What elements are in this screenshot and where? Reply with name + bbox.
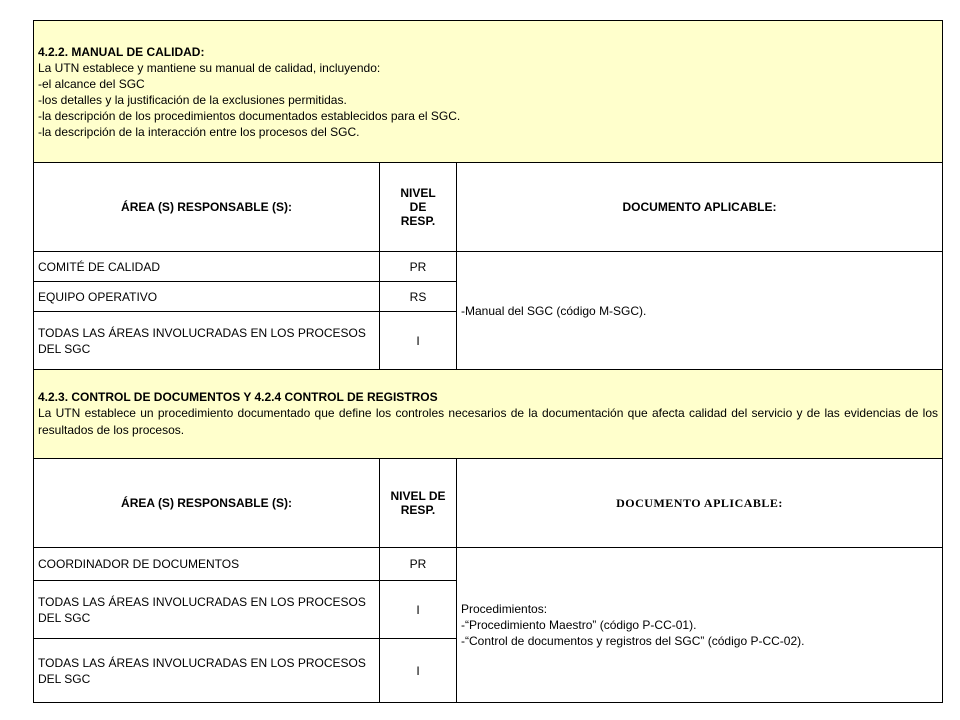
quality-procedures-table xyxy=(33,20,943,703)
level-cell: I xyxy=(380,312,457,370)
section-title: 4.2.3. CONTROL DE DOCUMENTOS Y 4.2.4 CONTROL DE REGISTROS xyxy=(38,390,438,404)
area-cell: TODAS LAS ÁREAS INVOLUCRADAS EN LOS PROCESOS DEL SGC xyxy=(34,639,380,703)
header-document: DOCUMENTO APLICABLE: xyxy=(457,459,943,548)
level-cell: PR xyxy=(380,252,457,282)
level-cell: I xyxy=(380,581,457,639)
header-level: NIVEL DE RESP. xyxy=(380,163,457,252)
area-cell: TODAS LAS ÁREAS INVOLUCRADAS EN LOS PROCESOS DEL SGC xyxy=(34,312,380,370)
section-item: -la descripción de la interacción entre los procesos del SGC. xyxy=(38,124,360,139)
header-area: ÁREA (S) RESPONSABLE (S): xyxy=(34,163,380,252)
document-cell: -Manual del SGC (código M-SGC). xyxy=(457,252,943,370)
header-level: NIVEL DE RESP. xyxy=(380,459,457,548)
header-document: DOCUMENTO APLICABLE: xyxy=(457,163,943,252)
document-item: -“Control de documentos y registros del SGC” (código P-CC-02). xyxy=(461,634,805,648)
header-area: ÁREA (S) RESPONSABLE (S): xyxy=(34,459,380,548)
section-item: -el alcance del SGC xyxy=(38,76,145,91)
section-item: -la descripción de los procedimientos documentados establecidos para el SGC. xyxy=(38,108,461,123)
area-cell: COORDINADOR DE DOCUMENTOS xyxy=(34,548,380,581)
area-cell: EQUIPO OPERATIVO xyxy=(34,282,380,312)
section-item: -los detalles y la justificación de la exclusiones permitidas. xyxy=(38,92,347,107)
area-cell: COMITÉ DE CALIDAD xyxy=(34,252,380,282)
section-intro: La UTN establece y mantiene su manual de calidad, incluyendo: xyxy=(38,60,381,75)
documents-label: Procedimientos: xyxy=(461,602,548,616)
section-control-documentos xyxy=(34,370,943,459)
section-title: 4.2.2. MANUAL DE CALIDAD: xyxy=(38,44,205,59)
level-cell: RS xyxy=(380,282,457,312)
document-item: -“Procedimiento Maestro” (código P-CC-01). xyxy=(461,618,697,632)
section-manual-calidad xyxy=(34,21,943,163)
document-cell xyxy=(457,548,943,703)
level-cell: I xyxy=(380,639,457,703)
area-cell: TODAS LAS ÁREAS INVOLUCRADAS EN LOS PROCESOS DEL SGC xyxy=(34,581,380,639)
section-description: La UTN establece un procedimiento documentado que define los controles necesarios de la documentación que afecta calidad del servicio y de las evidencias de los resultados de los procesos. xyxy=(38,406,939,437)
level-cell: PR xyxy=(380,548,457,581)
